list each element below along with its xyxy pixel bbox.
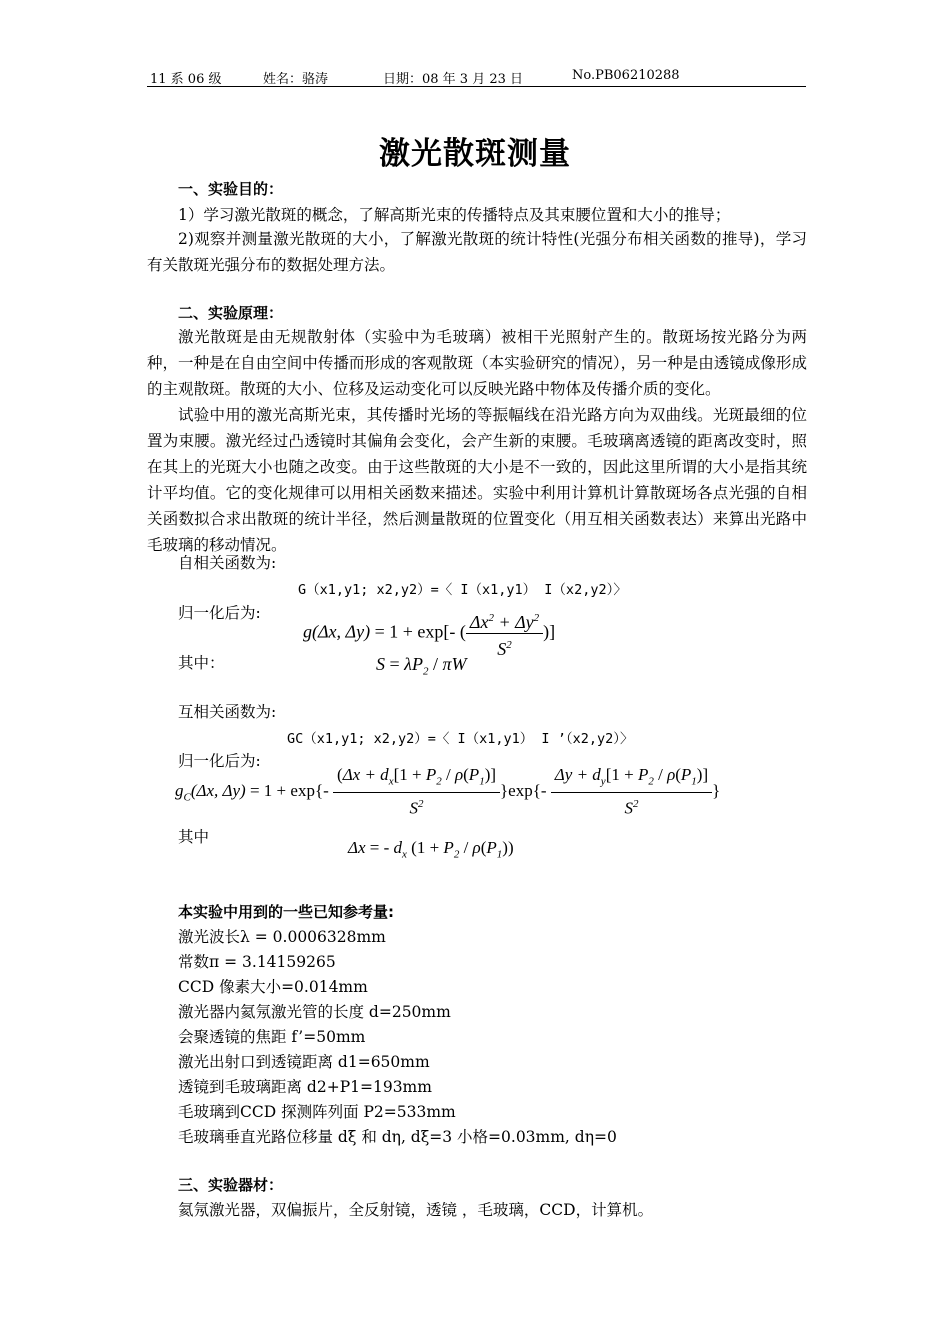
normalized-auto-formula: g(Δx, Δy) = 1 + exp[- ( $\frac{\Delta x^2 + \Delta y^2}{S^2}$ )] <box>303 607 555 660</box>
cross-correlation-formula: GC（x1,y1; x2,y2）=〈 I（x1,y1） I ’（x2,y2）〉 <box>287 731 634 747</box>
aim-item-2: 2)观察并测量激光散斑的大小，了解激光散斑的统计特性(光强分布相关函数的推导)，学习有关散斑光强分布的数据处理方法。 <box>147 230 807 274</box>
auto-correlation-formula: G（x1,y1; x2,y2）=〈 I（x1,y1） I（x2,y2）〉 <box>298 582 627 598</box>
principle-para-1: 激光散斑是由无规散射体（实验中为毛玻璃）被相干光照射产生的。散斑场按光路分为两种，一种是在自由空间中传播而形成的客观散斑（本实验研究的情况），另一种是由透镜成像形成的主观散斑。散斑的大小、位移及运动变化可以反映光路中物体及传播介质的变化。 <box>147 328 807 398</box>
reference-item: 透镜到毛玻璃距离 d2+P1=193mm <box>178 1078 432 1096</box>
displacement-formula: Δx = - $d_x$ $(1 + P_2 / \rho(P_1))$ <box>348 838 514 861</box>
where-label-2: 其中 <box>178 828 210 846</box>
header-number: No.PB06210288 <box>572 68 680 83</box>
reference-item: 常数π = 3.14159265 <box>178 953 336 971</box>
normalized-cross-formula: $g_C(\Delta x$, Δy) = 1 + exp{- $\frac{(\Delta x + d_x[1 + P_2 / \rho(P_1)]}{S^2}$ }exp{- $\frac{\Delta y + d_y[1 + P_2 / \rho(P_1)]}{S^2}$ } <box>175 765 721 819</box>
page-title: 激光散斑测量 <box>379 136 571 172</box>
reference-item: CCD 像素大小=0.014mm <box>178 978 368 996</box>
equipment-list: 氦氖激光器，双偏振片，全反射镜，透镜 ，毛玻璃，CCD，计算机。 <box>178 1201 654 1219</box>
reference-item: 激光波长λ = 0.0006328mm <box>178 928 386 946</box>
reference-item: 激光出射口到透镜距离 d1=650mm <box>178 1053 430 1071</box>
header-class: 11 系 06 级 <box>150 72 222 87</box>
reference-item: 毛玻璃垂直光路位移量 dξ 和 dη, dξ=3 小格=0.03mm, dη=0 <box>178 1128 617 1146</box>
reference-item: 会聚透镜的焦距 f’=50mm <box>178 1028 366 1046</box>
normalized-label: 归一化后为: <box>178 604 261 622</box>
section-1-heading: 一、实验目的： <box>178 180 284 198</box>
section-2-heading: 二、实验原理： <box>178 304 284 322</box>
section-3-heading: 三、实验器材： <box>178 1176 284 1194</box>
reference-item: 激光器内氦氖激光管的长度 d=250mm <box>178 1003 451 1021</box>
aim-item-1: 1）学习激光散斑的概念，了解高斯光束的传播特点及其束腰位置和大小的推导； <box>178 206 731 224</box>
auto-correlation-label: 自相关函数为: <box>178 554 277 572</box>
page-header <box>147 68 806 87</box>
reference-item: 毛玻璃到CCD 探测阵列面 P2=533mm <box>178 1103 456 1121</box>
where-label: 其中： <box>178 654 225 672</box>
reference-values-heading: 本实验中用到的一些已知参考量: <box>178 903 395 921</box>
principle-para-2: 试验中用的激光高斯光束，其传播时光场的等振幅线在沿光路方向为双曲线。光斑最细的位置为束腰。激光经过凸透镜时其偏角会变化，会产生新的束腰。毛玻璃离透镜的距离改变时，照在其上的光斑大小也随之改变。由于这些散斑的大小是不一致的，因此这里所谓的大小是指其统计平均值。它的变化规律可以用相关函数来描述。实验中利用计算机计算散斑场各点光强的自相关函数拟合求出散斑的统计半径，然后测量散斑的位置变化（用互相关函数表达）来算出光路中毛玻璃的移动情况。 <box>147 406 807 554</box>
speckle-size-formula: $S = \lambda P_2 / \pi W$ <box>376 654 467 678</box>
header-name: 姓名：骆涛 <box>263 72 329 87</box>
header-date: 日期：08 年 3 月 23 日 <box>383 72 524 87</box>
cross-correlation-label: 互相关函数为: <box>178 703 277 721</box>
normalized-label-2: 归一化后为: <box>178 752 261 770</box>
